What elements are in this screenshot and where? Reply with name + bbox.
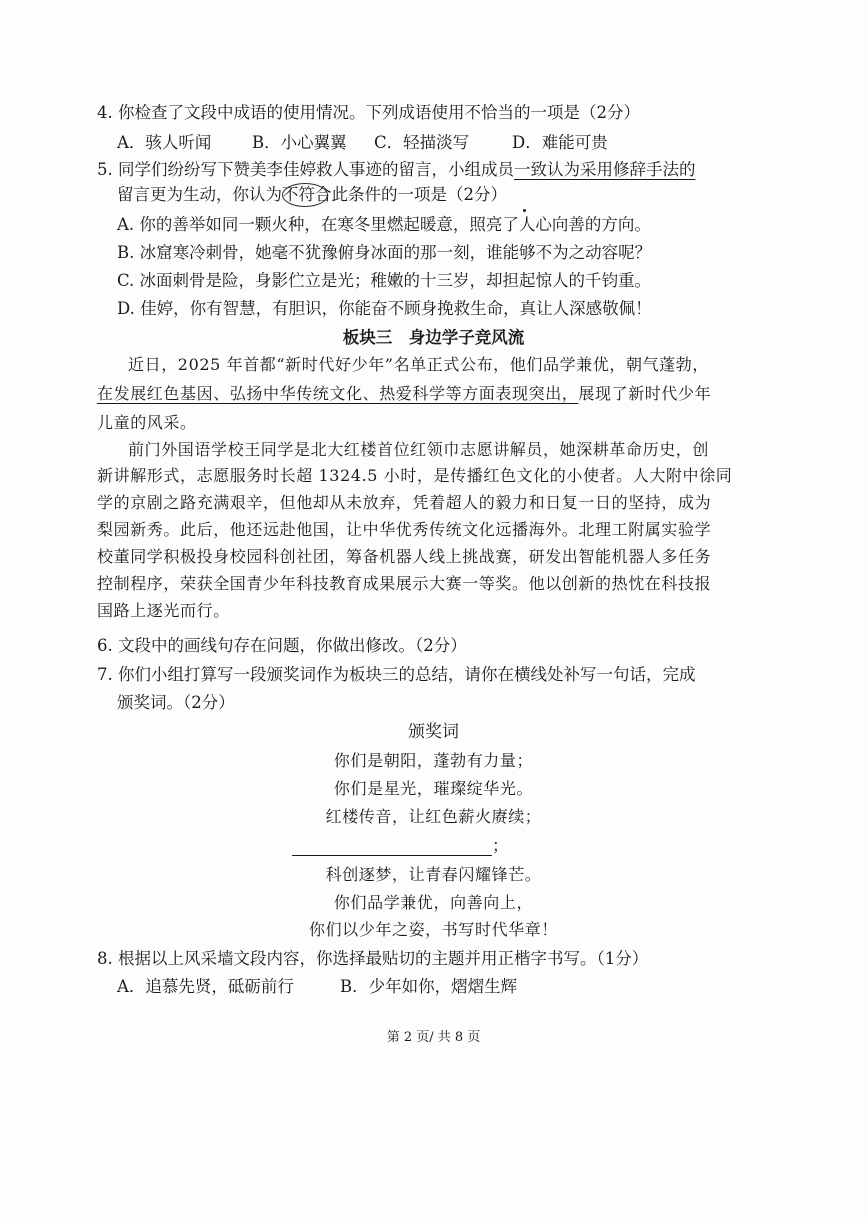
q7-stem-line1: 7. 你们小组打算写一段颁奖词作为板块三的总结，请你在横线处补写一句话，完成 <box>97 665 696 684</box>
q4-option-a: A．骇人听闻 <box>117 133 212 152</box>
award-fill-blank-line[interactable] <box>292 836 509 856</box>
page-number: 第 2 页/ 共 8 页 <box>386 1030 481 1045</box>
q5-option-c: C. 冰面刺骨是险，身影伫立是光；稚嫩的十三岁，却担起惊人的千钧重。 <box>117 271 652 290</box>
q8-stem: 8. 根据以上风采墙文段内容，你选择最贴切的主题并用正楷字书写。（1分） <box>97 949 649 968</box>
award-line: 你们是朝阳，蓬勃有力量； <box>333 751 534 770</box>
q4-stem: 4. 你检查了文段中成语的使用情况。下列成语使用不恰当的一项是（2分） <box>97 103 640 122</box>
q5-option-b: B. 冰窟寒冷刺骨，她毫不犹豫俯身冰面的那一刻，谁能够不为之动容呢？ <box>117 243 652 262</box>
section3-para2-line: 国路上逐光而行。 <box>97 601 230 620</box>
award-line: 你们是星光，璀璨绽华光。 <box>333 779 534 798</box>
handwritten-dot-mark <box>523 209 526 212</box>
section3-para2-line: 校董同学积极投身校园科创社团，筹备机器人线上挑战赛，研发出智能机器人多任务 <box>97 547 712 566</box>
underlined-sentence: 在发展红色基因、弘扬中华传统文化、热爱科学等方面表现突出， <box>97 384 579 403</box>
blank-punctuation: ； <box>492 836 509 855</box>
q7-stem-line2: 颁奖词。（2分） <box>117 693 235 712</box>
q4-option-c: C．轻描淡写 <box>374 133 470 152</box>
section3-para1-line2 <box>97 384 711 404</box>
q5-stem-line1 <box>97 160 696 180</box>
section3-para2-line: 前门外国语学校王同学是北大红楼首位红领巾志愿讲解员，她深耕革命历史，创 <box>128 440 710 459</box>
passage-text: 展现了新时代少年 <box>578 384 712 403</box>
award-line: 红楼传音，让红色薪火赓续； <box>325 807 542 826</box>
section3-para2-line: 控制程序，荣获全国青少年科技教育成果展示大赛一等奖。他以创新的热忱在科技报 <box>97 574 712 593</box>
q5-stem-text: 5. 同学们纷纷写下赞美李佳婷救人事迹的留言，小组成员 <box>97 160 514 179</box>
section3-para1-line3: 儿童的风采。 <box>97 413 197 432</box>
award-line: 你们品学兼优，向善向上， <box>333 893 534 912</box>
section3-para2-line: 梨园新秀。此后，他还远赴他国，让中华优秀传统文化远播海外。北理工附属实验学 <box>97 520 712 539</box>
handwritten-circle-mark <box>282 183 328 207</box>
q8-option-a: A．追慕先贤，砥砺前行 <box>117 977 294 996</box>
q5-underlined-condition: 一致认为采用修辞手法的 <box>514 160 696 179</box>
q4-option-b: B．小心翼翼 <box>252 133 347 152</box>
section3-para1-line1: 近日，2025 年首都“新时代好少年”名单正式公布，他们品学兼优，朝气蓬勃， <box>128 355 709 374</box>
q6-stem: 6. 文段中的画线句存在问题，你做出修改。（2分） <box>97 636 467 655</box>
section3-title: 板块三 身边学子竞风流 <box>342 328 525 347</box>
award-speech-title: 颁奖词 <box>408 722 459 742</box>
q5-stem-text: 此条件的一项是（2分） <box>331 185 507 204</box>
award-line: 科创逐梦，让青春闪耀锋芒。 <box>325 865 542 884</box>
q8-option-b: B．少年如你，熠熠生辉 <box>340 977 518 996</box>
section3-para2-line: 学的京剧之路充满艰辛，但他却从未放弃，凭着超人的毅力和日复一日的坚持，成为 <box>97 493 712 512</box>
q5-option-d: D. 佳婷，你有智慧，有胆识，你能奋不顾身挽救生命，真让人深感敬佩！ <box>117 299 652 318</box>
q5-stem-text: 留言更为生动，你认为 <box>117 185 282 204</box>
section3-para2-line: 新讲解形式，志愿服务时长超 1324.5 小时，是传播红色文化的小使者。人大附中徐同 <box>97 466 733 485</box>
q5-circled-word: 不符合 <box>282 185 332 204</box>
q4-option-d: D．难能可贵 <box>512 133 608 152</box>
q5-option-a: A. 你的善举如同一颗火种，在寒冬里燃起暖意，照亮了人心向善的方向。 <box>117 215 651 234</box>
answer-blank[interactable] <box>292 839 492 856</box>
award-line: 你们以少年之姿，书写时代华章！ <box>308 920 558 939</box>
